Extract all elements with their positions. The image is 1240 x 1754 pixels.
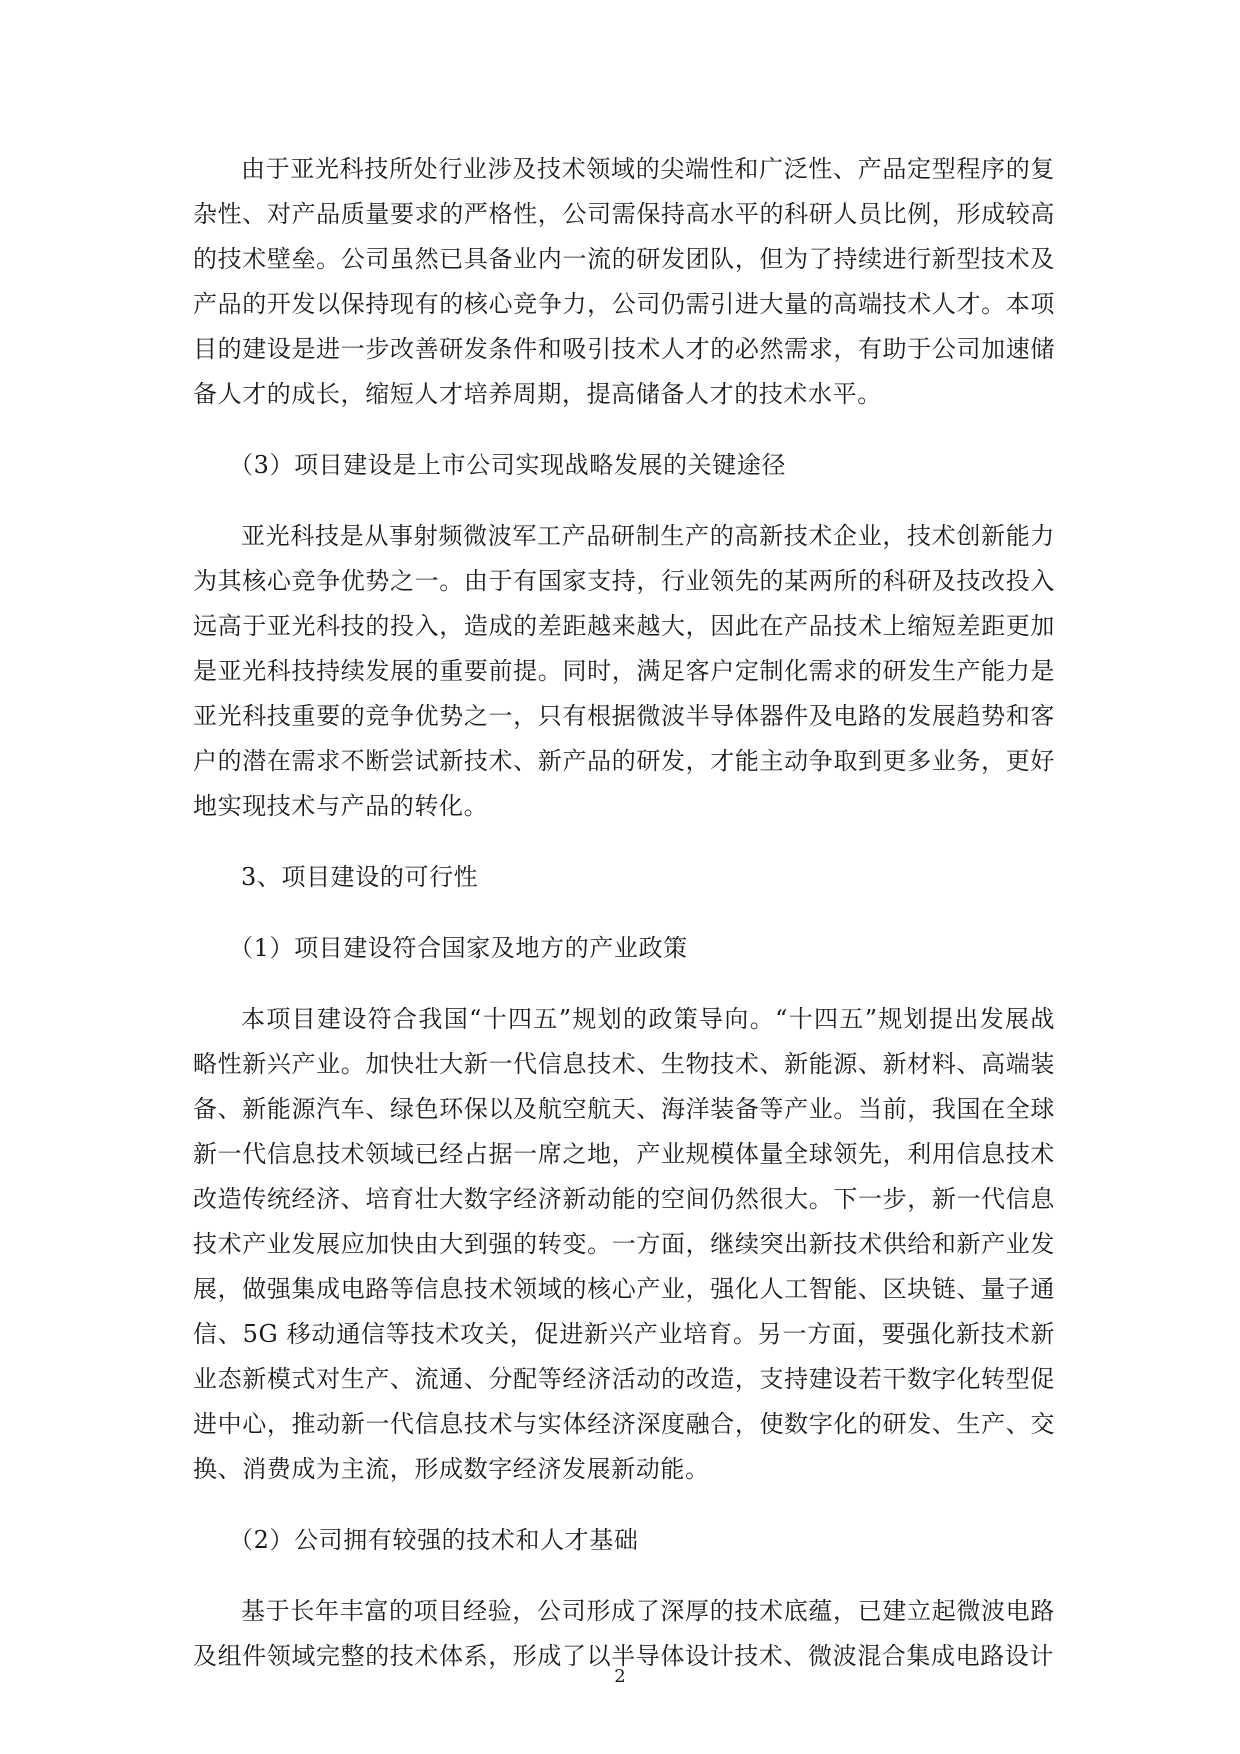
paragraph-tech-foundation: 基于长年丰富的项目经验，公司形成了深厚的技术底蕴，已建立起微波电路及组件领域完整的技术体系，形成了以半导体设计技术、微波混合集成电路设计: [193, 1597, 1055, 1670]
subheading-industry-policy: （1）项目建设符合国家及地方的产业政策: [229, 934, 688, 962]
section-heading-feasibility: 3、项目建设的可行性: [241, 863, 479, 891]
page-content: [193, 147, 1055, 1679]
subheading-strategic-path: （3）项目建设是上市公司实现战略发展的关键途径: [229, 451, 787, 479]
subheading-tech-talent-base: （2）公司拥有较强的技术和人才基础: [229, 1526, 639, 1554]
page-number: 2: [614, 1666, 626, 1687]
paragraph-strategic-development: 亚光科技是从事射频微波军工产品研制生产的高新技术企业，技术创新能力为其核心竞争优势之一。由于有国家支持，行业领先的某两所的科研及技改投入远高于亚光科技的投入，造成的差距越来越大，因此在产品技术上缩短差距更加是亚光科技持续发展的重要前提。同时，满足客户定制化需求的研发生产能力是亚光科技重要的竞争优势之一，只有根据微波半导体器件及电路的发展趋势和客户的潜在需求不断尝试新技术、新产品的研发，才能主动争取到更多业务，更好地实现技术与产品的转化。: [193, 522, 1055, 820]
paragraph-industry-policy: 本项目建设符合我国“十四五”规划的政策导向。“十四五”规划提出发展战略性新兴产业。加快壮大新一代信息技术、生物技术、新能源、新材料、高端装备、新能源汽车、绿色环保以及航空航天、海洋装备等产业。当前，我国在全球新一代信息技术领域已经占据一席之地，产业规模体量全球领先，利用信息技术改造传统经济、培育壮大数字经济新动能的空间仍然很大。下一步，新一代信息技术产业发展应加快由大到强的转变。一方面，继续突出新技术供给和新产业发展，做强集成电路等信息技术领域的核心产业，强化人工智能、区块链、量子通信、5G 移动通信等技术攻关，促进新兴产业培育。另一方面，要强化新技术新业态新模式对生产、流通、分配等经济活动的改造，支持建设若干数字化转型促进中心，推动新一代信息技术与实体经济深度融合，使数字化的研发、生产、交换、消费成为主流，形成数字经济发展新动能。: [193, 1005, 1055, 1483]
paragraph-talent-need: 由于亚光科技所处行业涉及技术领域的尖端性和广泛性、产品定型程序的复杂性、对产品质量要求的严格性，公司需保持高水平的科研人员比例，形成较高的技术壁垒。公司虽然已具备业内一流的研发团队，但为了持续进行新型技术及产品的开发以保持现有的核心竞争力，公司仍需引进大量的高端技术人才。本项目的建设是进一步改善研发条件和吸引技术人才的必然需求，有助于公司加速储备人才的成长，缩短人才培养周期，提高储备人才的技术水平。: [193, 155, 1055, 408]
